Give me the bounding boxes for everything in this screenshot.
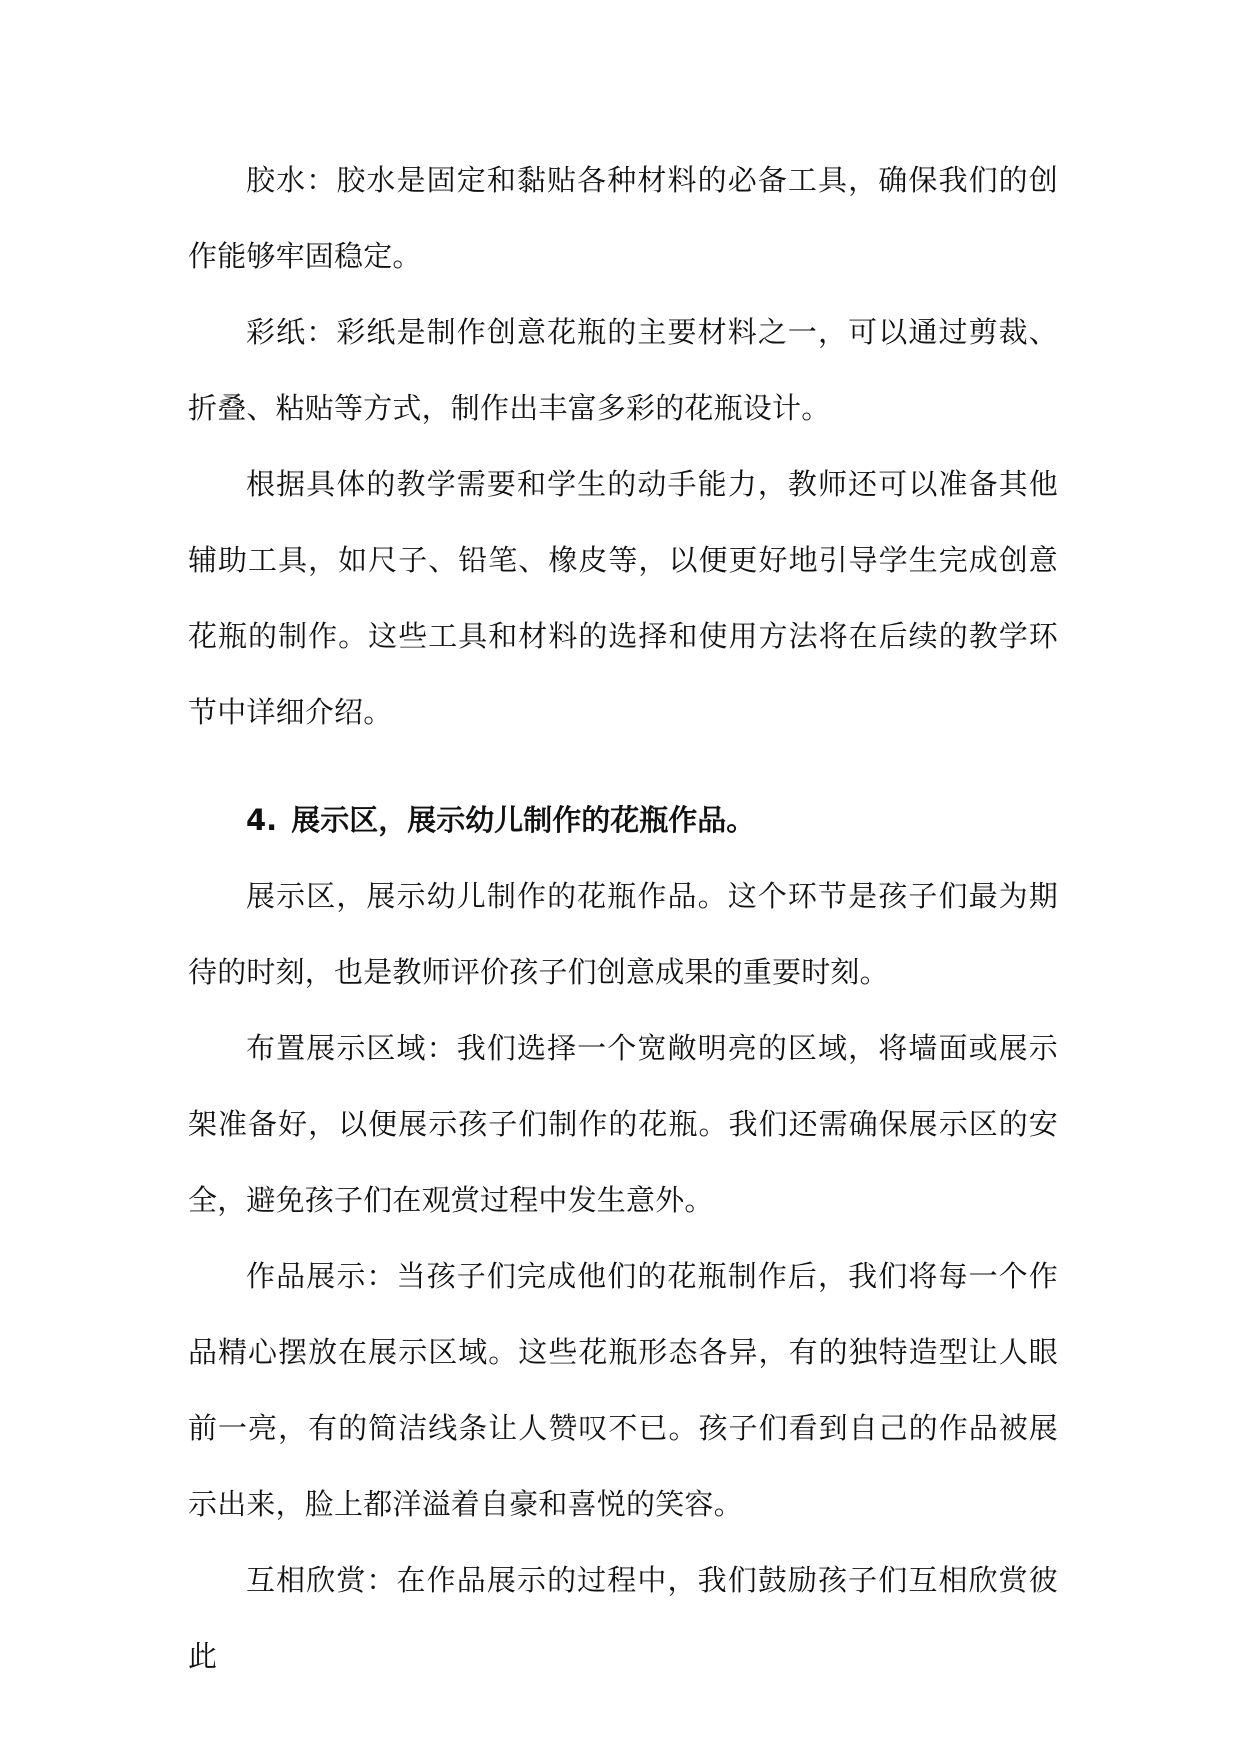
section-heading [188, 782, 1058, 858]
paragraph-colored-paper: 彩纸：彩纸是制作创意花瓶的主要材料之一，可以通过剪裁、折叠、粘贴等方式，制作出丰富多彩的花瓶设计。 [188, 315, 1058, 425]
paragraph-work-display: 作品展示：当孩子们完成他们的花瓶制作后，我们将每一个作品精心摆放在展示区域。这些花瓶形态各异，有的独特造型让人眼前一亮，有的简洁线条让人赞叹不已。孩子们看到自己的作品被展示出来，脸上都洋溢着自豪和喜悦的笑容。 [188, 1259, 1058, 1521]
paragraph-mutual-appreciation: 互相欣赏：在作品展示的过程中，我们鼓励孩子们互相欣赏彼此 [188, 1563, 1058, 1673]
section-title: 展示区，展示幼儿制作的花瓶作品。 [291, 803, 756, 837]
paragraph-display-intro: 展示区，展示幼儿制作的花瓶作品。这个环节是孩子们最为期待的时刻，也是教师评价孩子们创意成果的重要时刻。 [188, 879, 1058, 989]
paragraph-glue: 胶水：胶水是固定和黏贴各种材料的必备工具，确保我们的创作能够牢固稳定。 [188, 163, 1058, 273]
section-number: 4. [246, 803, 278, 837]
paragraph-arrange-area: 布置展示区域：我们选择一个宽敞明亮的区域，将墙面或展示架准备好，以便展示孩子们制作的花瓶。我们还需确保展示区的安全，避免孩子们在观赏过程中发生意外。 [188, 1031, 1058, 1217]
document-body [188, 142, 1058, 1694]
paragraph-auxiliary-tools: 根据具体的教学需要和学生的动手能力，教师还可以准备其他辅助工具，如尺子、铅笔、橡皮等，以便更好地引导学生完成创意花瓶的制作。这些工具和材料的选择和使用方法将在后续的教学环节中详细介绍。 [188, 467, 1058, 729]
